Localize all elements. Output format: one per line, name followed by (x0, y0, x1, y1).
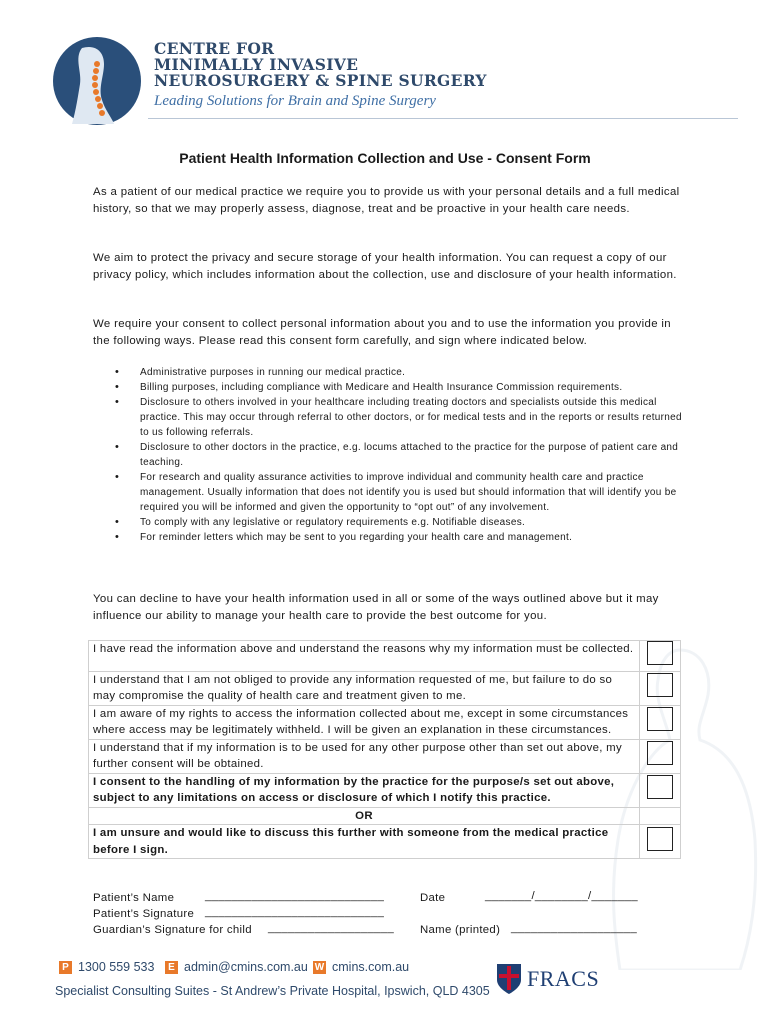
page-title: Patient Health Information Collection and Use - Consent Form (179, 150, 591, 166)
table-row (89, 671, 681, 705)
consent-table (88, 640, 681, 859)
date-field[interactable]: _______/________/_______ (485, 890, 638, 902)
intro-paragraph-2: We aim to protect the privacy and secure storage of your health information. You can request a copy of our privacy policy, which includes information about the collection, use and disclosure of your health information. (93, 252, 677, 281)
consent-checkbox-6[interactable] (647, 827, 673, 851)
patient-signature-field[interactable]: ___________________________ (205, 906, 385, 918)
header-divider (148, 118, 738, 119)
list-item: • Administrative purposes in running our medical practice. (115, 366, 406, 378)
list-item: • To comply with any legislative or regulatory requirements e.g. Notifiable diseases. (115, 516, 526, 528)
table-row (89, 773, 681, 807)
guardian-signature-label: Guardian’s Signature for child (93, 924, 252, 936)
page-footer (55, 960, 735, 1010)
footer-phone-text: 1300 559 533 (78, 960, 155, 974)
bullet-icon: • (115, 366, 120, 378)
patient-name-label: Patient’s Name (93, 892, 175, 904)
consent-statement-2: I understand that I am not obliged to provide any information requested of me, but failure to do so may compromise the quality of health care and treatment given to me. (89, 671, 640, 705)
footer-phone (59, 960, 154, 974)
fracs-text: FRACS (527, 966, 600, 991)
name-printed-field[interactable]: ___________________ (511, 922, 638, 934)
bullet-icon: • (115, 381, 120, 393)
consent-statement-4: I understand that if my information is to be used for any other purpose other than set out above, my further consent will be obtained. (89, 739, 640, 773)
org-name-line-2: MINIMALLY INVASIVE (154, 55, 359, 74)
patient-name-field[interactable]: ___________________________ (205, 890, 385, 902)
footer-email (165, 960, 308, 974)
footer-address: Specialist Consulting Suites - St Andrew’s Private Hospital, Ipswich, QLD 4305 (55, 984, 490, 998)
table-row (89, 705, 681, 739)
fracs-logo (495, 962, 599, 996)
phone-icon: P (59, 961, 72, 974)
consent-statement-3: I am aware of my rights to access the information collected about me, except in some circumstances where access may be legitimately withheld. I will be given an explanation in these circumstances. (89, 705, 640, 739)
list-item: • Billing purposes, including compliance with Medicare and Health Insurance Commission requirements. (115, 381, 623, 393)
bullet-icon: • (115, 396, 120, 408)
consent-checkbox-4[interactable] (647, 741, 673, 765)
consent-checkbox-2[interactable] (647, 673, 673, 697)
list-item: • Disclosure to others involved in your healthcare including treating doctors and specialists outside this medical practice. This may occur through referral to other doctors, or for medical tests and in the reports or results returned to us following referrals. (115, 396, 682, 438)
guardian-signature-field[interactable]: ___________________ (268, 922, 395, 934)
decline-paragraph: You can decline to have your health information used in all or some of the ways outlined above but it may influence our ability to manage your health care to provide the best outcome for you. (93, 593, 659, 622)
bullet-icon: • (115, 516, 120, 528)
consent-statement-5: I consent to the handling of my information by the practice for the purpose/s set out above, subject to any limitations on access or disclosure of which I notify this practice. (89, 773, 640, 807)
consent-checkbox-3[interactable] (647, 707, 673, 731)
bullet-icon: • (115, 471, 120, 483)
spine-logo-icon (52, 36, 142, 126)
list-item: • For research and quality assurance activities to improve individual and community health care and practice management. Usually information that does not identify you is used but should information that will identify you be required you will be informed and given the opportunity to “opt out” of any involvement. (115, 471, 677, 513)
table-row (89, 807, 681, 825)
table-row (89, 825, 681, 859)
intro-paragraph-1: As a patient of our medical practice we require you to provide us with your personal details and a full medical history, so that we may properly assess, diagnose, treat and be proactive in your health care needs. (93, 186, 680, 215)
org-name-line-1: CENTRE FOR (154, 39, 275, 58)
consent-checkbox-1[interactable] (647, 641, 673, 665)
list-item: • For reminder letters which may be sent to you regarding your health care and management. (115, 531, 573, 543)
table-row (89, 641, 681, 672)
name-printed-label: Name (printed) (420, 924, 501, 936)
footer-web (313, 960, 409, 974)
footer-web-text[interactable]: cmins.com.au (332, 960, 410, 974)
email-icon: E (165, 961, 178, 974)
consent-statement-6: I am unsure and would like to discuss this further with someone from the medical practice before I sign. (89, 825, 640, 859)
org-name-line-3: NEUROSURGERY & SPINE SURGERY (154, 71, 487, 90)
or-separator: OR (89, 807, 640, 825)
intro-paragraph-3: We require your consent to collect personal information about you and to use the information you provide in the following ways. Please read this consent form carefully, and sign where indicated below. (93, 318, 671, 347)
org-name-block (154, 41, 487, 110)
footer-email-text[interactable]: admin@cmins.com.au (184, 960, 308, 974)
patient-signature-label: Patient’s Signature (93, 908, 195, 920)
fracs-crest-icon (495, 962, 523, 996)
date-label: Date (420, 892, 446, 904)
consent-checkbox-5[interactable] (647, 775, 673, 799)
web-icon: W (314, 961, 325, 973)
bullet-icon: • (115, 531, 120, 543)
table-row (89, 739, 681, 773)
list-item: • Disclosure to other doctors in the practice, e.g. locums attached to the practice for the purpose of patient care and teaching. (115, 441, 679, 468)
org-tagline: Leading Solutions for Brain and Spine Surgery (154, 93, 436, 109)
bullet-icon: • (115, 441, 120, 453)
page-header (52, 24, 742, 124)
purpose-list (93, 365, 683, 545)
consent-statement-1: I have read the information above and understand the reasons why my information must be collected. (89, 641, 640, 672)
